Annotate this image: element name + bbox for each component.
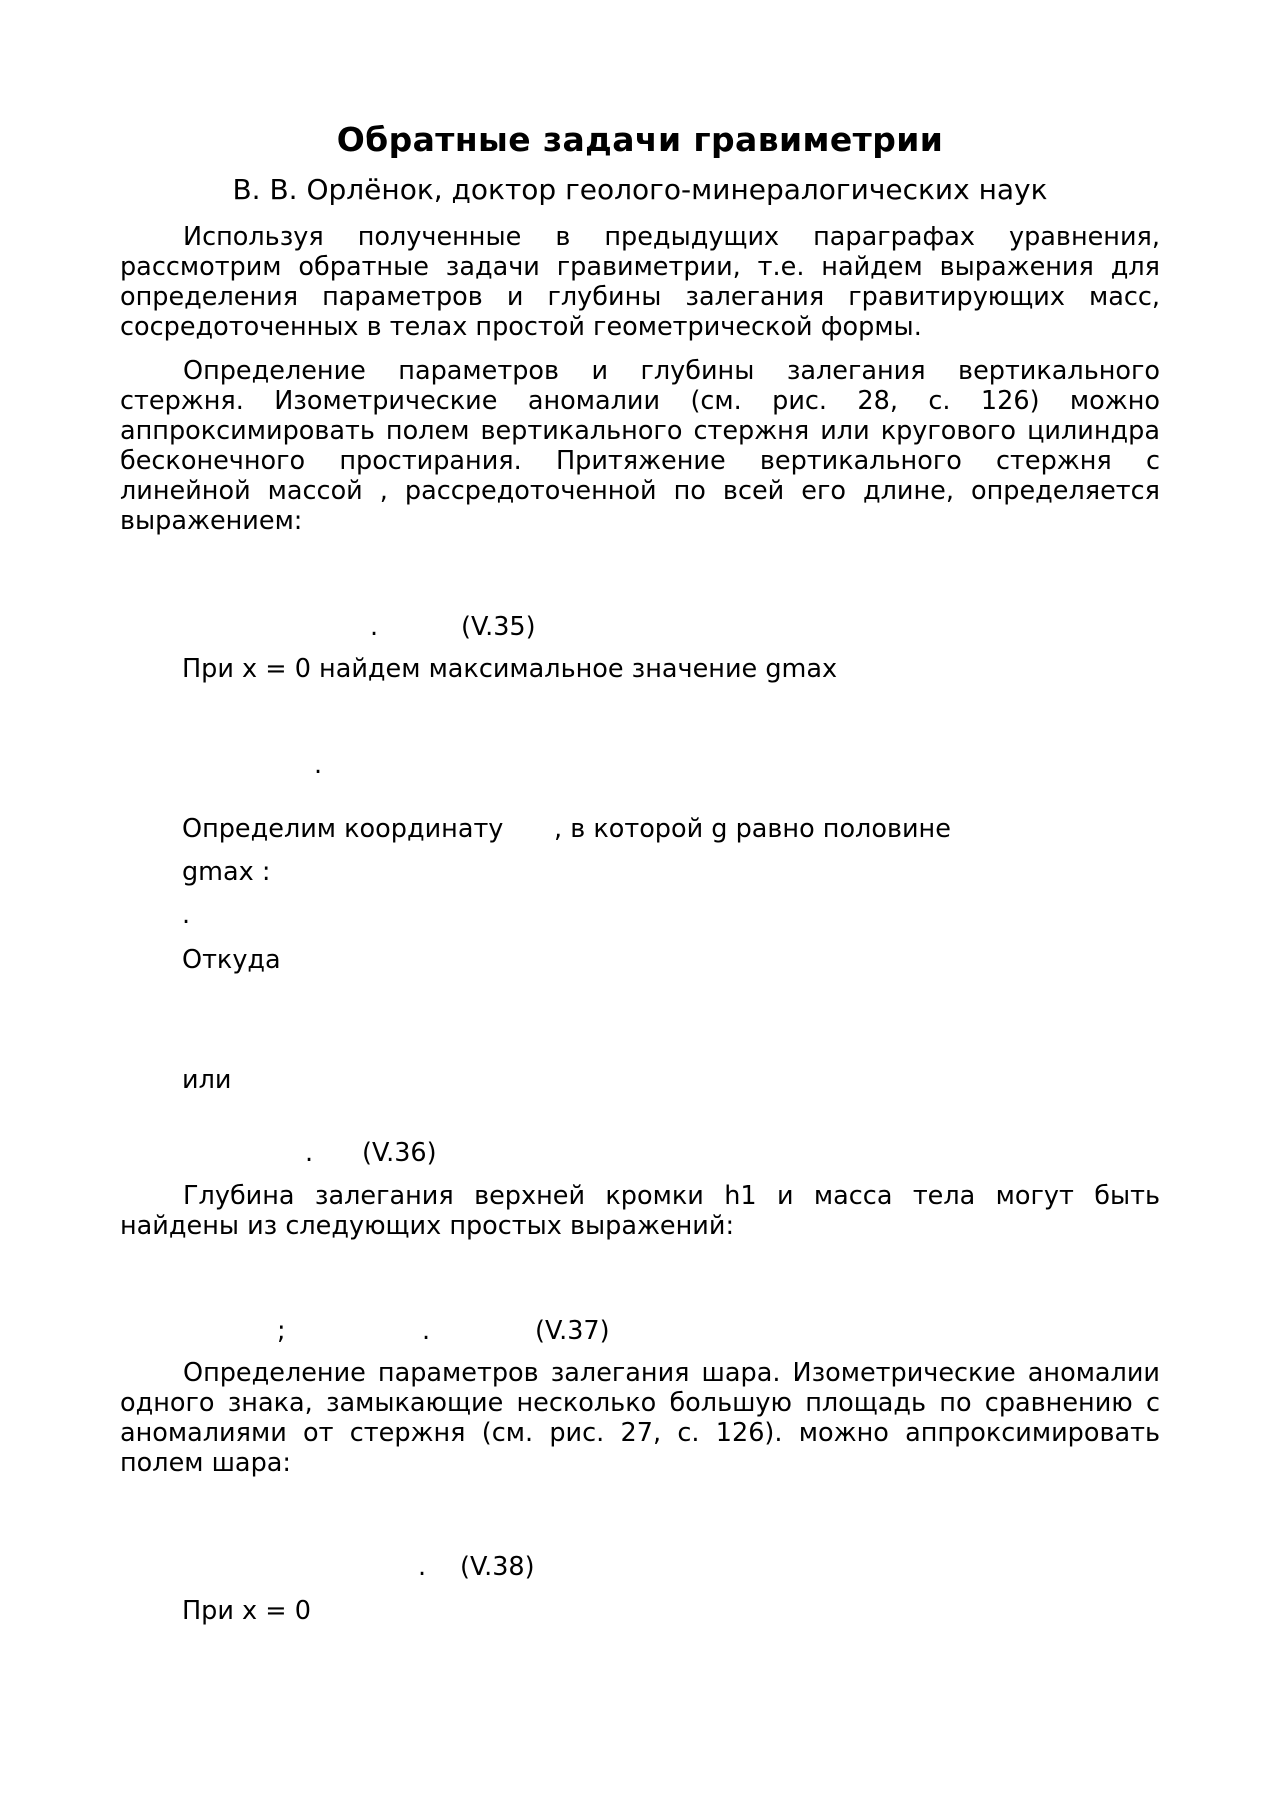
equation-v35-label: (V.35) xyxy=(461,612,536,642)
equation-v37-semicolon: ; xyxy=(277,1316,286,1346)
text-x0-max: При x = 0 найдем максимальное значение gmax xyxy=(182,654,838,684)
equation-v38-dot: . xyxy=(418,1552,427,1582)
text-gmax-colon: gmax : xyxy=(182,857,271,887)
paragraph-vertical-rod: Определение параметров и глубины залегания вертикального стержня. Изометрические аномалии (см. рис. 28, с. 126) можно аппроксимировать полем вертикального стержня или кругового цилиндра бесконечного простирания. Притяжение вертикального стержня с линейной массой , рассредоточенной по всей его длине, определяется выражением: xyxy=(120,356,1160,536)
text-coordinate-b: , в которой g равно половине xyxy=(554,814,951,844)
text-dot-alone: . xyxy=(182,900,191,930)
text-x0-last: При x = 0 xyxy=(182,1596,311,1626)
text-ili: или xyxy=(182,1065,232,1095)
paragraph-intro: Используя полученные в предыдущих параграфах уравнения, рассмотрим обратные задачи гравиметрии, т.е. найдем выражения для определения параметров и глубины залегания гравитирующих масс, сосредоточенных в телах простой геометрической формы. xyxy=(120,222,1160,342)
document-author: В. В. Орлёнок, доктор геолого-минералогических наук xyxy=(232,173,1048,206)
equation-v37-label: (V.37) xyxy=(535,1316,610,1346)
equation-v36-label: (V.36) xyxy=(362,1138,437,1168)
paragraph-sphere: Определение параметров залегания шара. Изометрические аномалии одного знака, замыкающие несколько большую площадь по сравнению с аномалиями от стержня (см. рис. 27, с. 126). можно аппроксимировать полем шара: xyxy=(120,1358,1160,1478)
text-dot-after-max: . xyxy=(314,750,323,780)
text-otkuda: Откуда xyxy=(182,945,281,975)
document-title: Обратные задачи гравиметрии xyxy=(336,120,944,159)
equation-v37-dot: . xyxy=(422,1316,431,1346)
equation-v35-dot: . xyxy=(370,612,379,642)
equation-v36-dot: . xyxy=(305,1138,314,1168)
equation-v38-label: (V.38) xyxy=(460,1552,535,1582)
text-coordinate-a: Определим координату xyxy=(182,814,504,844)
paragraph-depth-mass: Глубина залегания верхней кромки h1 и масса тела могут быть найдены из следующих простых выражений: xyxy=(120,1181,1160,1241)
